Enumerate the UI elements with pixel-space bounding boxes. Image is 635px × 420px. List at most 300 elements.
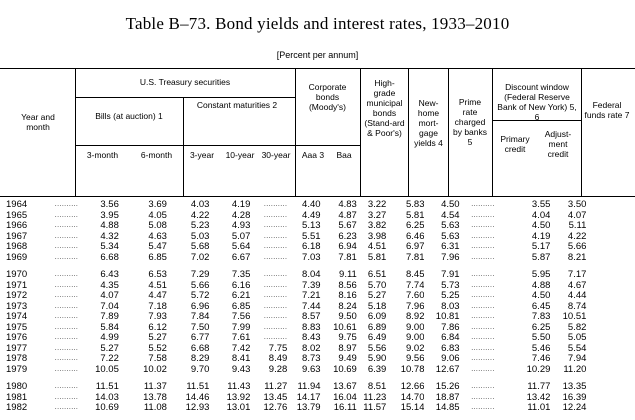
header-10-year: 10-year (225, 150, 255, 160)
cell-3-year: 4.03 (190, 200, 210, 210)
cell-year: 1965 (6, 210, 28, 221)
cell-6-month: 13.78 (143, 392, 167, 403)
cell-primary-credit: .......... (471, 404, 495, 411)
cell-primary-credit: .......... (471, 253, 495, 261)
cell-mortgage: 6.46 (405, 231, 425, 242)
header-federal-funds: Federal funds rate 7 (584, 100, 630, 120)
cell-30-year: 11.27 (264, 382, 288, 392)
cell-baa: 4.83 (338, 200, 357, 210)
cell-primary-credit: .......... (471, 383, 495, 390)
cell-prime-rate: 7.91 (441, 270, 460, 280)
leader-dots: .......... (54, 271, 79, 278)
cell-municipal: 5.18 (367, 301, 387, 312)
cell-10-year: 4.19 (231, 200, 251, 210)
leader-dots: .......... (54, 302, 79, 310)
cell-baa: 10.61 (333, 322, 357, 333)
table-row (0, 393, 635, 404)
cell-municipal: 6.39 (367, 364, 387, 375)
cell-federal-funds: 5.11 (568, 221, 587, 231)
table-row (0, 302, 635, 313)
cell-primary-credit: .......... (471, 271, 495, 278)
cell-30-year: 13.45 (263, 392, 288, 403)
cell-3-month: 4.88 (100, 221, 119, 231)
cell-primary-credit: .......... (471, 355, 495, 362)
cell-federal-funds: 12.24 (562, 403, 587, 413)
cell-adjustment-credit: 4.04 (531, 210, 551, 221)
cell-federal-funds: 11.20 (563, 364, 587, 375)
column-divider (183, 97, 184, 196)
cell-10-year: 5.07 (231, 231, 251, 242)
table-row (0, 270, 635, 281)
cell-adjustment-credit: 6.45 (531, 301, 551, 312)
cell-federal-funds: 5.54 (567, 343, 587, 354)
cell-year: 1974 (6, 312, 28, 322)
cell-3-month: 4.99 (100, 333, 119, 343)
cell-10-year: 9.43 (231, 364, 251, 375)
cell-30-year: 12.76 (263, 403, 288, 413)
cell-federal-funds: 4.67 (567, 280, 587, 291)
cell-baa: 8.97 (338, 343, 357, 354)
cell-30-year: .......... (263, 211, 288, 219)
leader-dots: .......... (54, 232, 79, 240)
bond-yield-table (0, 200, 635, 414)
cell-primary-credit: .......... (471, 292, 495, 299)
column-divider (448, 68, 449, 196)
table-row (0, 323, 635, 334)
cell-prime-rate: 5.25 (441, 291, 460, 301)
cell-3-month: 4.32 (100, 231, 119, 242)
header-adjustment-credit: Adjust-ment credit (544, 129, 572, 159)
cell-30-year: .......... (263, 292, 288, 299)
cell-mortgage: 9.56 (405, 354, 425, 364)
leader-dots: .......... (54, 404, 79, 411)
cell-primary-credit: .......... (471, 281, 495, 289)
cell-10-year: 6.21 (231, 291, 251, 301)
cell-mortgage: 9.02 (405, 343, 425, 354)
cell-adjustment-credit: 7.83 (531, 312, 551, 322)
cell-3-month: 11.51 (95, 382, 119, 392)
cell-3-month: 3.56 (100, 200, 119, 210)
cell-federal-funds: 16.39 (562, 392, 587, 403)
cell-baa: 8.24 (338, 301, 357, 312)
leader-dots: .......... (54, 334, 79, 341)
header-discount-window: Discount window (Federal Reserve Bank of New York) 5, 6 (497, 82, 577, 122)
cell-adjustment-credit: 11.77 (527, 382, 551, 392)
cell-aaa: 14.17 (296, 392, 321, 403)
header-municipal-bonds: High-grade municipal bonds (Stand-ard & Poor's) (364, 78, 405, 138)
cell-municipal: 11.57 (363, 403, 387, 413)
column-divider (408, 68, 409, 196)
cell-primary-credit: .......... (471, 222, 495, 229)
cell-mortgage: 9.00 (405, 322, 425, 333)
cell-6-month: 11.08 (143, 403, 167, 413)
cell-federal-funds: 10.51 (562, 312, 587, 322)
header-3-month: 3-month (86, 150, 119, 160)
cell-primary-credit: .......... (471, 243, 495, 250)
header-top-rule (0, 68, 635, 69)
column-divider (492, 68, 493, 196)
cell-10-year: 7.42 (231, 343, 251, 354)
table-row (0, 221, 635, 232)
header-bills: Bills (at auction) 1 (95, 111, 163, 121)
cell-3-year: 7.02 (190, 252, 210, 263)
cell-3-month: 10.69 (95, 403, 119, 413)
cell-year: 1968 (6, 242, 28, 252)
cell-3-year: 5.72 (190, 291, 210, 301)
cell-mortgage: 8.92 (405, 312, 425, 322)
cell-mortgage: 14.70 (400, 392, 425, 403)
cell-federal-funds: 5.05 (567, 333, 587, 343)
cell-aaa: 9.63 (302, 364, 321, 375)
leader-dots: .......... (54, 393, 79, 401)
cell-primary-credit: .......... (471, 334, 495, 341)
cell-adjustment-credit: 5.50 (531, 333, 551, 343)
cell-3-month: 4.07 (100, 291, 119, 301)
leader-dots: .......... (54, 344, 79, 352)
cell-year: 1982 (6, 403, 28, 413)
cell-3-year: 8.29 (190, 354, 210, 364)
cell-municipal: 11.23 (363, 392, 387, 403)
cell-mortgage: 8.45 (405, 270, 425, 280)
table-row (0, 200, 635, 211)
cell-prime-rate: 5.63 (441, 231, 460, 242)
table-row (0, 344, 635, 355)
cell-federal-funds: 3.50 (567, 200, 587, 210)
cell-baa: 4.87 (338, 210, 357, 221)
cell-federal-funds: 8.21 (567, 252, 587, 263)
cell-3-month: 6.43 (100, 270, 119, 280)
header-bottom-rule (0, 196, 635, 197)
cell-prime-rate: 15.26 (435, 382, 460, 392)
cell-baa: 5.67 (338, 221, 357, 231)
column-divider (581, 68, 582, 196)
cell-10-year: 7.35 (231, 270, 251, 280)
cell-primary-credit: .......... (471, 201, 495, 208)
header-new-home-mortgage: New-home mort-gage yields 4 (414, 98, 443, 148)
cell-6-month: 6.85 (148, 252, 167, 263)
column-divider (360, 68, 361, 196)
cell-6-month: 7.18 (148, 301, 167, 312)
cell-6-month: 7.58 (148, 354, 167, 364)
cell-3-year: 6.68 (190, 343, 210, 354)
column-divider (75, 68, 76, 196)
header-corporate-bonds: Corporate bonds (Moody's) (308, 82, 347, 112)
cell-adjustment-credit: 4.50 (531, 221, 551, 231)
cell-30-year: .......... (263, 222, 288, 229)
cell-mortgage: 9.00 (405, 333, 425, 343)
cell-6-month: 6.53 (148, 270, 167, 280)
table-row (0, 232, 635, 243)
cell-3-year: 11.51 (186, 382, 210, 392)
header-6-month: 6-month (140, 150, 173, 160)
table-row (0, 242, 635, 253)
cell-year: 1973 (6, 301, 28, 312)
cell-federal-funds: 7.94 (567, 354, 587, 364)
cell-30-year: .......... (263, 323, 288, 331)
cell-3-year: 6.96 (190, 301, 210, 312)
cell-municipal: 6.51 (367, 270, 387, 280)
treasury-subrule (75, 97, 295, 98)
cell-prime-rate: 9.06 (441, 354, 460, 364)
table-row (0, 365, 635, 376)
cell-year: 1976 (6, 333, 28, 343)
leader-dots: .......... (54, 355, 79, 362)
cell-municipal: 6.89 (367, 322, 387, 333)
header-year-month: Year and month (21, 112, 55, 132)
cell-municipal: 5.81 (367, 252, 387, 263)
leader-dots: .......... (54, 211, 79, 219)
cell-6-month: 4.51 (148, 280, 167, 291)
cell-3-year: 5.68 (190, 242, 210, 252)
cell-3-year: 7.29 (190, 270, 210, 280)
cell-primary-credit: .......... (471, 344, 495, 352)
cell-10-year: 4.93 (231, 221, 251, 231)
cell-mortgage: 5.83 (405, 200, 425, 210)
cell-prime-rate: 18.87 (435, 392, 460, 403)
spacer-cell (0, 263, 635, 270)
cell-federal-funds: 13.35 (562, 382, 587, 392)
spacer-cell (0, 375, 635, 382)
cell-adjustment-credit: 3.55 (531, 200, 551, 210)
cell-30-year: .......... (263, 243, 288, 250)
cell-primary-credit: .......... (471, 313, 495, 320)
cell-baa: 7.81 (338, 252, 357, 263)
cell-6-month: 10.02 (143, 364, 167, 375)
cell-aaa: 8.83 (302, 322, 321, 333)
cell-aaa: 4.40 (302, 200, 321, 210)
cell-prime-rate: 4.54 (441, 210, 460, 221)
cell-3-year: 5.23 (190, 221, 210, 231)
cell-mortgage: 15.14 (400, 403, 425, 413)
cell-municipal: 4.51 (367, 242, 387, 252)
table-row (0, 312, 635, 323)
cell-federal-funds: 7.17 (567, 270, 587, 280)
cell-year: 1980 (6, 382, 28, 392)
cell-adjustment-credit: 4.50 (531, 291, 551, 301)
maturity-subrule (75, 145, 295, 146)
cell-federal-funds: 8.74 (567, 301, 587, 312)
cell-adjustment-credit: 5.87 (531, 252, 551, 263)
cell-municipal: 3.22 (367, 200, 387, 210)
cell-year: 1977 (6, 343, 28, 354)
cell-adjustment-credit: 7.46 (531, 354, 551, 364)
cell-3-year: 7.84 (190, 312, 210, 322)
cell-aaa: 8.57 (302, 312, 321, 322)
table-row (0, 354, 635, 365)
header-baa: Baa (336, 150, 352, 160)
cell-adjustment-credit: 4.19 (531, 231, 551, 242)
cell-6-month: 5.08 (148, 221, 167, 231)
cell-6-month: 4.47 (148, 291, 167, 301)
cell-prime-rate: 5.63 (441, 221, 460, 231)
cell-municipal: 3.98 (367, 231, 387, 242)
cell-10-year: 8.41 (231, 354, 251, 364)
header-us-treasury: U.S. Treasury securities (139, 77, 231, 87)
header-prime-rate: Prime rate charged by banks 5 (452, 97, 488, 147)
cell-baa: 13.67 (333, 382, 357, 392)
cell-30-year: 7.75 (268, 343, 288, 354)
cell-mortgage: 12.66 (400, 382, 425, 392)
cell-aaa: 8.73 (302, 354, 321, 364)
cell-aaa: 8.02 (302, 343, 321, 354)
cell-10-year: 6.85 (231, 301, 251, 312)
table-row (0, 253, 635, 264)
cell-10-year: 11.43 (227, 382, 251, 392)
table-row (0, 291, 635, 302)
cell-10-year: 13.92 (226, 392, 251, 403)
cell-primary-credit: .......... (471, 302, 495, 310)
table-row (0, 382, 635, 393)
cell-10-year: 4.28 (231, 210, 251, 221)
cell-3-month: 4.35 (100, 280, 119, 291)
cell-prime-rate: 6.31 (441, 242, 460, 252)
table-body (0, 200, 635, 414)
leader-dots: .......... (54, 243, 79, 250)
leader-dots: .......... (54, 281, 79, 289)
cell-30-year: .......... (263, 232, 288, 240)
cell-30-year: 9.28 (268, 364, 288, 375)
cell-year: 1964 (6, 200, 28, 210)
table-row (0, 403, 635, 414)
cell-3-month: 6.68 (100, 252, 119, 263)
header-constant-maturities: Constant maturities 2 (196, 100, 278, 110)
cell-10-year: 6.67 (231, 252, 251, 263)
cell-3-year: 4.22 (190, 210, 210, 221)
cell-year: 1970 (6, 270, 28, 280)
cell-mortgage: 5.81 (405, 210, 425, 221)
cell-year: 1981 (6, 392, 28, 403)
cell-3-month: 5.84 (100, 322, 119, 333)
cell-baa: 8.16 (338, 291, 357, 301)
cell-federal-funds: 4.07 (567, 210, 587, 221)
leader-dots: .......... (54, 365, 79, 373)
cell-municipal: 5.56 (367, 343, 387, 354)
cell-prime-rate: 7.86 (441, 322, 460, 333)
cell-aaa: 7.21 (302, 291, 321, 301)
cell-year: 1975 (6, 322, 28, 333)
cell-6-month: 3.69 (148, 200, 167, 210)
table-row (0, 333, 635, 344)
header-30-year: 30-year (261, 150, 291, 160)
cell-3-month: 10.05 (95, 364, 119, 375)
cell-municipal: 6.09 (367, 312, 387, 322)
cell-10-year: 7.99 (231, 322, 251, 333)
cell-baa: 6.94 (338, 242, 357, 252)
header-3-year: 3-year (189, 150, 215, 160)
leader-dots: .......... (54, 201, 79, 208)
cell-primary-credit: .......... (471, 323, 495, 331)
cell-mortgage: 6.97 (405, 242, 425, 252)
column-divider (295, 68, 296, 196)
table-row (0, 211, 635, 222)
cell-year: 1971 (6, 280, 28, 291)
cell-10-year: 7.56 (231, 312, 251, 322)
cell-3-year: 6.77 (190, 333, 210, 343)
cell-municipal: 5.70 (367, 280, 387, 291)
cell-10-year: 5.64 (231, 242, 251, 252)
cell-federal-funds: 4.44 (567, 291, 587, 301)
cell-3-year: 5.03 (190, 231, 210, 242)
cell-30-year: 8.49 (268, 354, 288, 364)
cell-baa: 9.75 (338, 333, 357, 343)
cell-30-year: .......... (263, 302, 288, 310)
cell-federal-funds: 4.22 (567, 231, 587, 242)
cell-6-month: 4.63 (148, 231, 167, 242)
leader-dots: .......... (54, 253, 79, 261)
cell-aaa: 13.79 (296, 403, 321, 413)
cell-6-month: 4.05 (148, 210, 167, 221)
cell-mortgage: 10.78 (400, 364, 425, 375)
cell-baa: 16.04 (333, 392, 357, 403)
cell-3-month: 5.27 (100, 343, 119, 354)
table-title: Table B–73. Bond yields and interest rates, 1933–2010 (125, 14, 510, 33)
cell-adjustment-credit: 11.01 (527, 403, 551, 413)
header-primary-credit: Primary credit (500, 134, 530, 154)
cell-3-month: 5.34 (100, 242, 119, 252)
cell-year: 1969 (6, 252, 28, 263)
cell-primary-credit: .......... (471, 232, 495, 240)
cell-adjustment-credit: 4.88 (531, 280, 551, 291)
cell-prime-rate: 10.81 (435, 312, 460, 322)
cell-primary-credit: .......... (471, 365, 495, 373)
cell-baa: 9.49 (338, 354, 357, 364)
leader-dots: .......... (54, 383, 79, 390)
cell-aaa: 7.03 (302, 252, 321, 263)
cell-adjustment-credit: 5.46 (531, 343, 551, 354)
cell-year: 1978 (6, 354, 28, 364)
cell-prime-rate: 4.50 (441, 200, 460, 210)
cell-3-month: 7.89 (100, 312, 119, 322)
cell-3-month: 14.03 (95, 392, 119, 403)
cell-municipal: 5.27 (367, 291, 387, 301)
cell-primary-credit: .......... (471, 393, 495, 401)
leader-dots: .......... (54, 323, 79, 331)
cell-municipal: 3.27 (367, 210, 387, 221)
cell-aaa: 4.49 (302, 210, 321, 221)
cell-3-year: 12.93 (185, 403, 210, 413)
cell-6-month: 7.93 (148, 312, 167, 322)
cell-30-year: .......... (263, 281, 288, 289)
cell-aaa: 8.43 (302, 333, 321, 343)
cell-baa: 6.23 (338, 231, 357, 242)
cell-10-year: 13.01 (226, 403, 251, 413)
table-row (0, 281, 635, 292)
cell-30-year: .......... (263, 271, 288, 278)
cell-year: 1966 (6, 221, 28, 231)
cell-10-year: 6.16 (231, 280, 251, 291)
cell-30-year: .......... (263, 334, 288, 341)
cell-prime-rate: 7.96 (441, 252, 460, 263)
cell-aaa: 7.39 (302, 280, 321, 291)
cell-municipal: 6.49 (367, 333, 387, 343)
cell-3-month: 7.22 (100, 354, 119, 364)
cell-prime-rate: 8.03 (441, 301, 460, 312)
cell-aaa: 6.18 (302, 242, 321, 252)
cell-6-month: 5.52 (148, 343, 167, 354)
cell-3-month: 3.95 (100, 210, 119, 221)
cell-6-month: 5.27 (148, 333, 167, 343)
cell-federal-funds: 5.82 (567, 322, 587, 333)
leader-dots: .......... (54, 313, 79, 320)
cell-10-year: 7.61 (231, 333, 251, 343)
cell-adjustment-credit: 6.25 (531, 322, 551, 333)
cell-aaa: 7.44 (302, 301, 321, 312)
cell-3-month: 7.04 (100, 301, 119, 312)
cell-mortgage: 7.96 (405, 301, 425, 312)
cell-6-month: 11.37 (143, 382, 167, 392)
cell-prime-rate: 6.83 (441, 343, 460, 354)
cell-adjustment-credit: 13.42 (526, 392, 551, 403)
